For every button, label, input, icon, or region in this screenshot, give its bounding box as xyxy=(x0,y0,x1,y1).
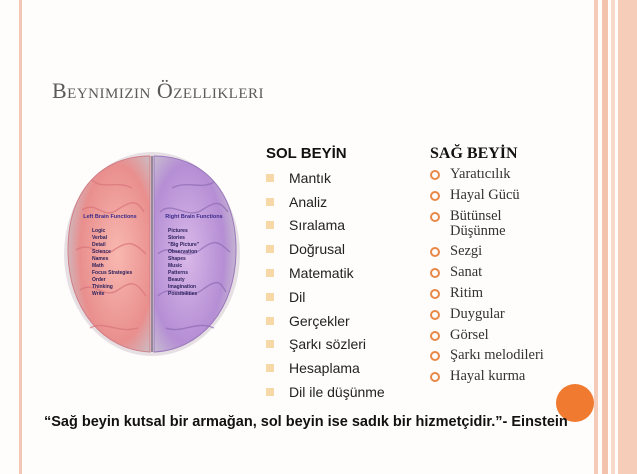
square-bullet-icon xyxy=(266,388,274,396)
right-brain-term: Stories xyxy=(168,235,185,241)
right-brain-term: Patterns xyxy=(168,270,189,276)
list-item-label: Dil xyxy=(289,288,306,305)
list-item xyxy=(266,237,385,261)
list-item-label: Yaratıcılık xyxy=(450,166,511,182)
slide-title: Beynimizin Özellikleri xyxy=(52,78,265,103)
list-item-label: Ritim xyxy=(450,284,484,301)
left-brain-heading: SOL BEYİN xyxy=(266,145,347,162)
list-item-label: Mantık xyxy=(289,169,332,186)
circle-bullet-icon xyxy=(430,351,440,361)
left-brain-list xyxy=(266,166,385,404)
left-brain-term: Science xyxy=(92,249,111,255)
square-bullet-icon xyxy=(266,364,274,372)
list-item xyxy=(266,356,385,380)
brain-image xyxy=(62,150,242,358)
list-item-label: Sıralama xyxy=(289,217,346,234)
left-brain-term: Focus Strategies xyxy=(92,270,133,276)
list-item-label: Hesaplama xyxy=(289,360,360,377)
left-brain-header: Left Brain Functions xyxy=(83,214,137,220)
list-item-label: Sezgi xyxy=(450,243,483,260)
square-bullet-icon xyxy=(266,340,274,348)
list-item xyxy=(266,380,385,404)
right-brain-list xyxy=(430,167,544,390)
circle-bullet-icon xyxy=(430,289,440,299)
list-item xyxy=(266,261,385,285)
circle-bullet-icon xyxy=(430,212,440,222)
left-brain-term: Write xyxy=(92,291,105,297)
left-brain-term: Detail xyxy=(92,242,106,248)
einstein-quote: “Sağ beyin kutsal bir armağan, sol beyin ise sadık bir hizmetçidir.”- Einstein xyxy=(44,414,568,430)
list-item-label: Görsel xyxy=(450,326,489,343)
list-item xyxy=(430,286,544,301)
list-item-label: Dil ile düşünme xyxy=(289,384,385,401)
list-item-label: Bütünsel Düşünme xyxy=(450,207,506,239)
list-item xyxy=(430,369,544,384)
list-item xyxy=(266,309,385,333)
list-item xyxy=(430,265,544,280)
circle-bullet-icon xyxy=(430,170,440,180)
square-bullet-icon xyxy=(266,174,274,182)
list-item-label: Matematik xyxy=(289,265,354,282)
square-bullet-icon xyxy=(266,317,274,325)
square-bullet-icon xyxy=(266,269,274,277)
list-item-label: Şarkı sözleri xyxy=(289,336,367,353)
list-item xyxy=(266,190,385,214)
list-item xyxy=(430,328,544,343)
right-brain-header: Right Brain Functions xyxy=(165,214,223,220)
left-brain-term: Verbal xyxy=(92,235,108,241)
left-brain-term: Names xyxy=(92,256,109,262)
left-brain-term: Logic xyxy=(92,228,106,234)
list-item-label: Hayal Gücü xyxy=(450,186,520,203)
list-item-label: Doğrusal xyxy=(289,241,346,258)
list-item-label: Hayal kurma xyxy=(450,368,526,385)
list-item xyxy=(266,214,385,238)
square-bullet-icon xyxy=(266,245,274,253)
list-item xyxy=(430,348,544,363)
list-item-label: Sanat xyxy=(450,264,483,281)
circle-bullet-icon xyxy=(430,247,440,257)
square-bullet-icon xyxy=(266,198,274,206)
right-brain-heading: SAĞ BEYİN xyxy=(430,145,518,162)
circle-bullet-icon xyxy=(430,268,440,278)
circle-bullet-icon xyxy=(430,310,440,320)
list-item xyxy=(266,166,385,190)
right-decorative-stripes xyxy=(594,0,637,474)
square-bullet-icon xyxy=(266,293,274,301)
list-item xyxy=(430,188,544,203)
circle-bullet-icon xyxy=(430,372,440,382)
left-brain-term: Order xyxy=(92,277,106,283)
right-brain-term: Observation xyxy=(168,249,198,255)
list-item xyxy=(266,333,385,357)
right-brain-term: Possibilities xyxy=(168,291,198,297)
list-item-label: Analiz xyxy=(289,193,328,210)
left-accent-line xyxy=(19,0,22,474)
right-brain-term: Beauty xyxy=(168,277,185,283)
circle-bullet-icon xyxy=(430,191,440,201)
circle-bullet-icon xyxy=(430,331,440,341)
right-brain-term: Imagination xyxy=(168,284,197,290)
list-item xyxy=(430,244,544,259)
left-brain-term: Thinking xyxy=(92,284,113,290)
list-item-label: Duygular xyxy=(450,305,505,322)
right-brain-term: Shapes xyxy=(168,256,186,262)
list-item xyxy=(430,167,544,182)
list-item xyxy=(430,307,544,322)
left-brain-term: Math xyxy=(92,263,104,269)
list-item xyxy=(430,209,544,239)
list-item-label: Gerçekler xyxy=(289,312,350,329)
list-item-label: Şarkı melodileri xyxy=(450,347,544,364)
right-brain-term: "Big Picture" xyxy=(168,242,200,248)
square-bullet-icon xyxy=(266,221,274,229)
right-brain-term: Music xyxy=(168,263,183,269)
list-item xyxy=(266,285,385,309)
right-brain-term: Pictures xyxy=(168,228,188,234)
